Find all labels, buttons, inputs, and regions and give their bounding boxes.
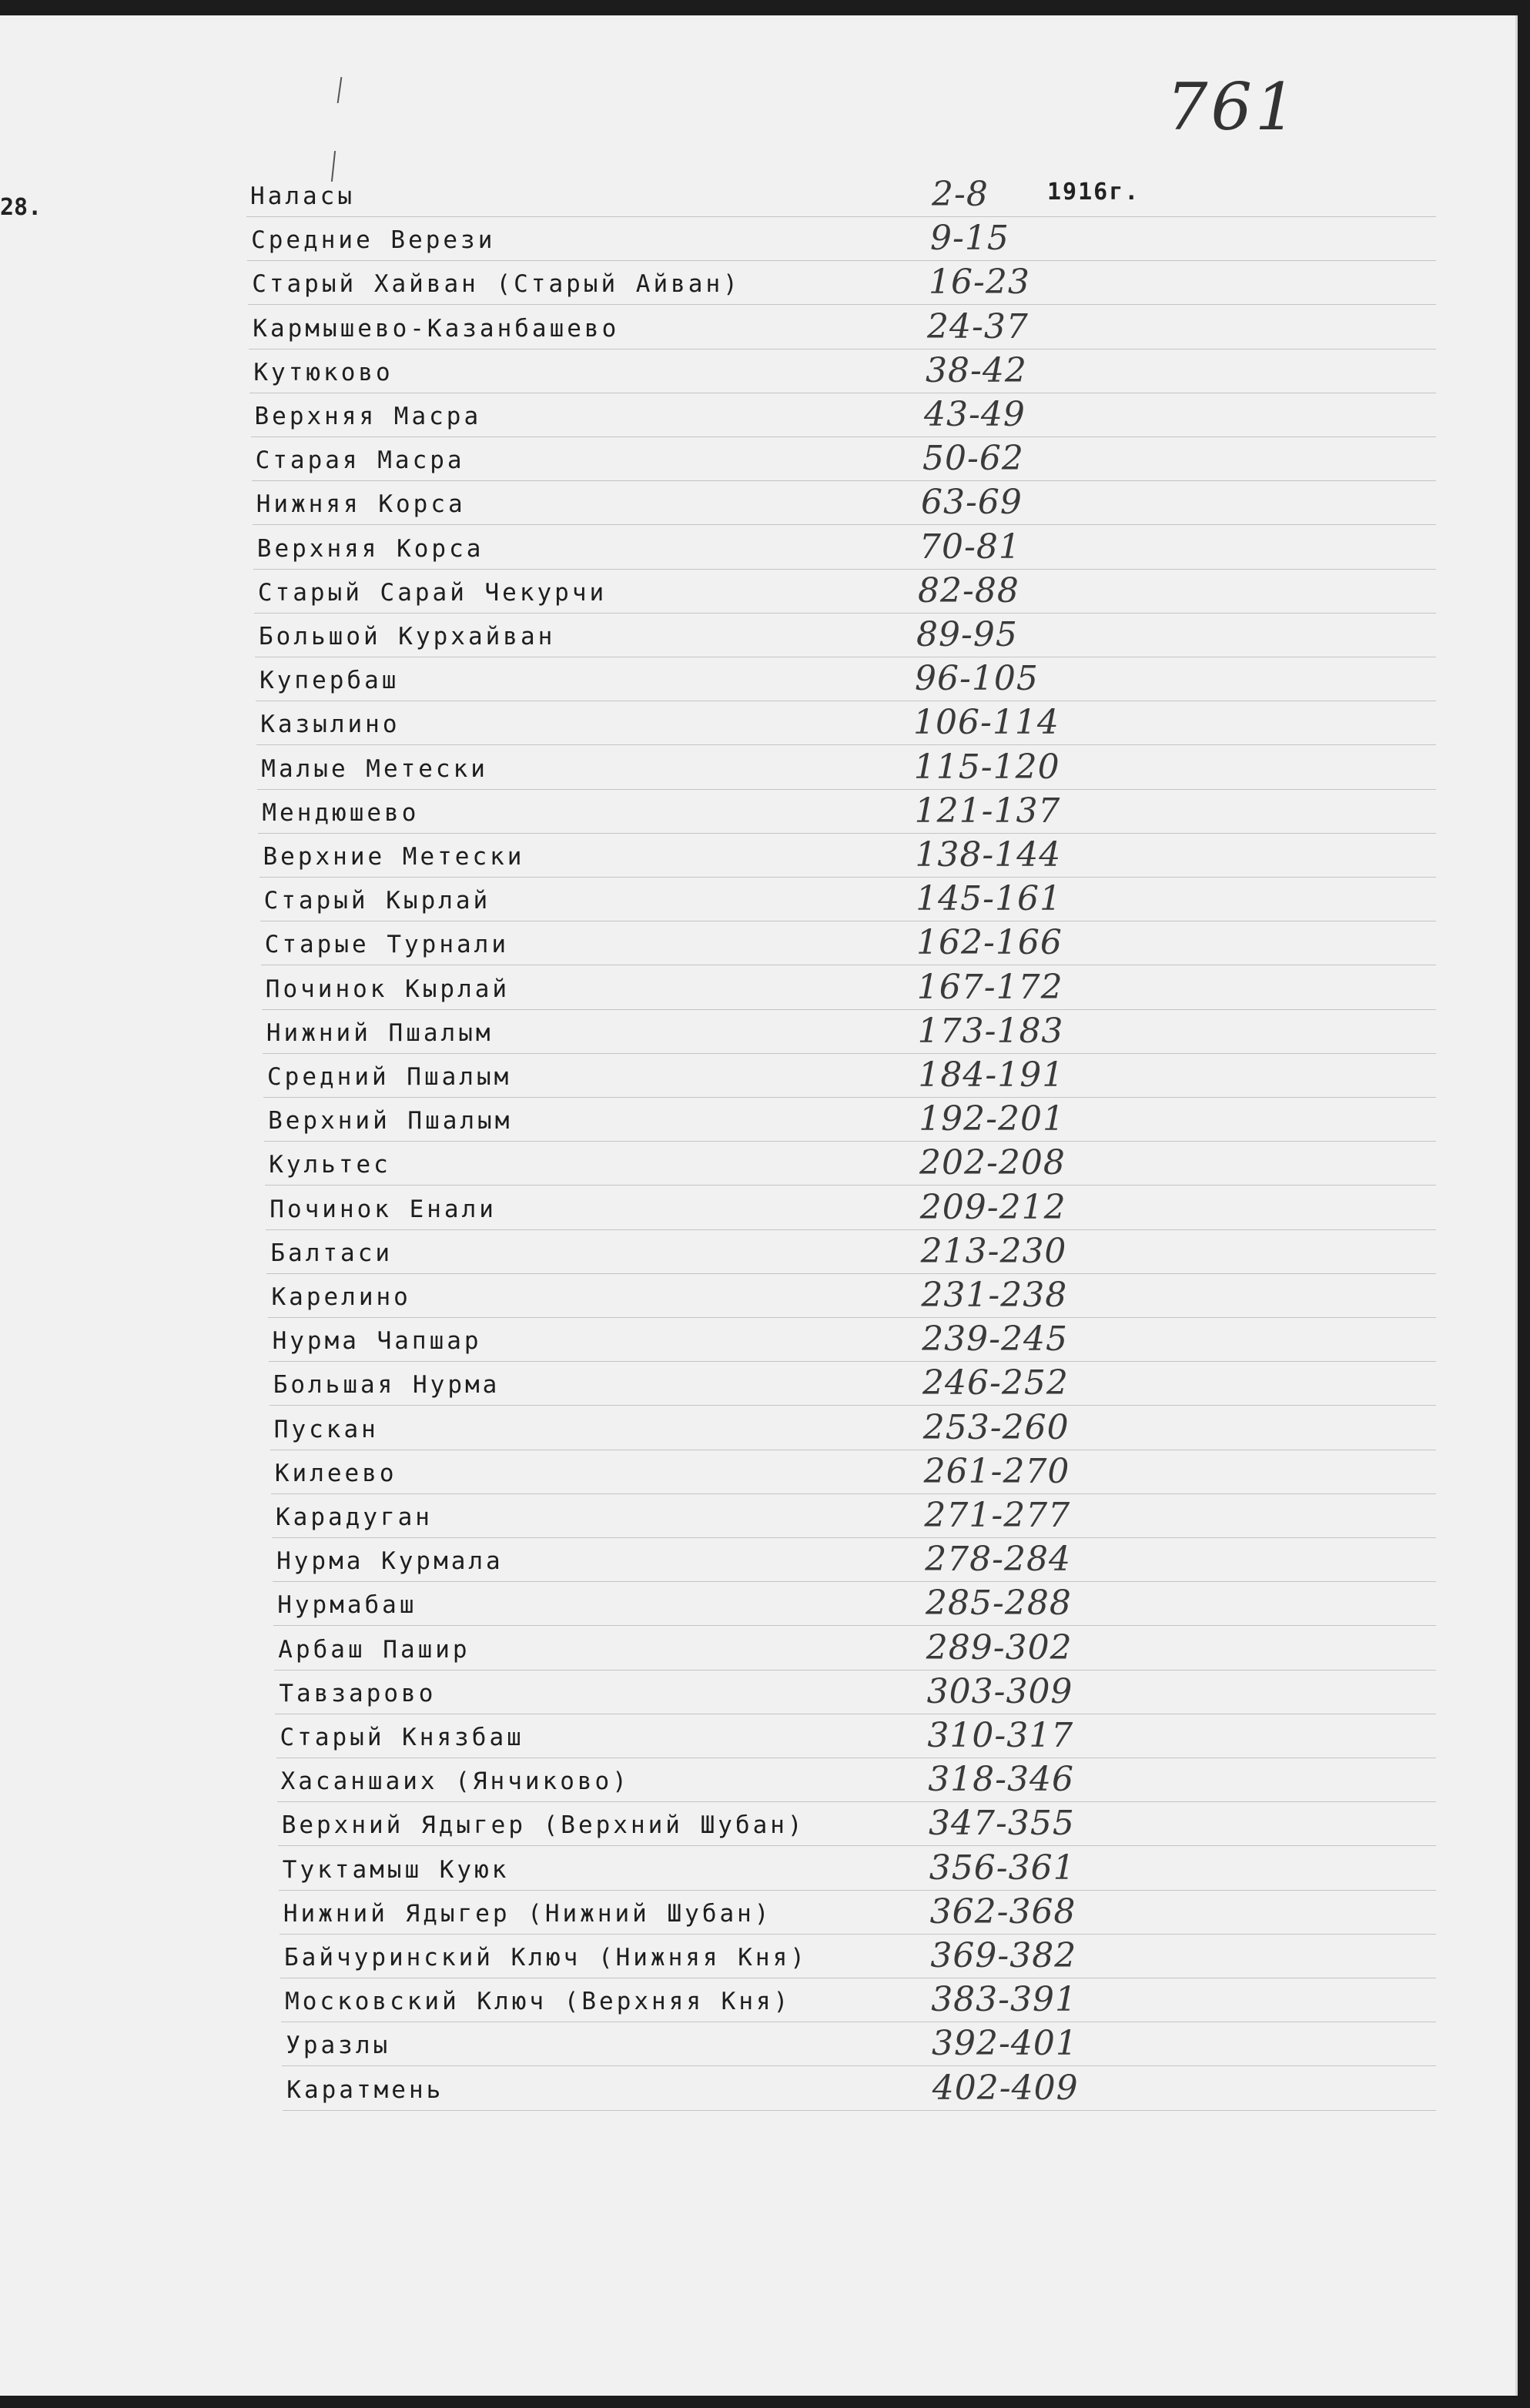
locality-name: Тавзарово bbox=[279, 1679, 437, 1707]
page-range: 246-252 bbox=[922, 1363, 1069, 1403]
page-range: 82-88 bbox=[918, 570, 1019, 610]
locality-name: Нижний Пшалым bbox=[266, 1018, 494, 1047]
page-range: 16-23 bbox=[929, 263, 1030, 303]
entry-row bbox=[0, 1450, 1515, 1494]
entry-row bbox=[0, 1891, 1515, 1935]
locality-name: Верхний Пшалым bbox=[268, 1107, 513, 1135]
locality-name: Верхняя Масра bbox=[254, 403, 482, 430]
page-range: 173-183 bbox=[917, 1011, 1064, 1051]
locality-name: Карелино bbox=[271, 1283, 411, 1311]
page-range: 318-346 bbox=[928, 1760, 1075, 1800]
entry-row bbox=[0, 217, 1515, 261]
locality-name: Арбаш Пашир bbox=[278, 1635, 470, 1664]
entry-row bbox=[0, 481, 1515, 525]
entry-row bbox=[0, 1098, 1515, 1142]
locality-name: Нижняя Корса bbox=[256, 490, 466, 519]
entry-row bbox=[0, 1142, 1515, 1186]
page-range: 213-230 bbox=[920, 1231, 1067, 1271]
page-range: 167-172 bbox=[916, 967, 1063, 1007]
locality-name: Казылино bbox=[260, 711, 400, 739]
page-range: 392-401 bbox=[932, 2024, 1078, 2064]
page-range: 50-62 bbox=[922, 439, 1024, 479]
page-range: 362-368 bbox=[929, 1891, 1076, 1931]
pencil-mark bbox=[337, 77, 343, 103]
locality-name: Верхний Ядыгер (Верхний Шубан) bbox=[281, 1811, 805, 1840]
locality-name: Большой Курхайван bbox=[259, 623, 556, 650]
locality-name: Каратмень bbox=[286, 2075, 444, 2104]
locality-name: Уразлы bbox=[286, 2032, 391, 2060]
entry-row bbox=[0, 746, 1515, 790]
page-range: 63-69 bbox=[921, 483, 1023, 523]
page-range: 9-15 bbox=[930, 219, 1009, 259]
section-number: 28. bbox=[0, 194, 42, 221]
page-range: 96-105 bbox=[915, 659, 1039, 699]
entry-row bbox=[0, 1230, 1515, 1274]
locality-name: Карадуган bbox=[276, 1503, 433, 1531]
page-range: 38-42 bbox=[926, 350, 1027, 390]
entry-row bbox=[0, 1494, 1515, 1538]
document-page bbox=[0, 15, 1518, 2396]
entry-row bbox=[0, 261, 1515, 305]
page-range: 261-270 bbox=[923, 1451, 1070, 1491]
locality-name: Мендюшево bbox=[262, 798, 420, 827]
page-range: 231-238 bbox=[921, 1276, 1068, 1315]
locality-name: Байчуринский Ключ (Нижняя Кня) bbox=[284, 1944, 808, 1972]
page-range: 285-288 bbox=[926, 1584, 1072, 1624]
page-range: 115-120 bbox=[913, 747, 1060, 787]
page-range: 106-114 bbox=[913, 703, 1060, 743]
locality-name: Починок Енали bbox=[270, 1195, 497, 1223]
page-range: 278-284 bbox=[925, 1540, 1072, 1580]
page-range: 310-317 bbox=[927, 1716, 1074, 1755]
entry-row bbox=[0, 1362, 1515, 1406]
entry-row bbox=[0, 1406, 1515, 1450]
page-range: 202-208 bbox=[919, 1143, 1066, 1183]
entry-row bbox=[0, 1978, 1515, 2022]
locality-name: Московский Ключ (Верхняя Кня) bbox=[285, 1988, 792, 2016]
entry-row bbox=[0, 1582, 1515, 1626]
page-range: 303-309 bbox=[926, 1671, 1073, 1711]
entry-row bbox=[0, 1010, 1515, 1054]
locality-name: Верхние Метески bbox=[263, 843, 525, 871]
locality-name: Малые Метески bbox=[261, 754, 488, 783]
page-range: 43-49 bbox=[924, 395, 1026, 434]
page-range: 138-144 bbox=[915, 835, 1062, 875]
locality-name: Туктамыш Куюк bbox=[282, 1855, 510, 1884]
entry-row bbox=[0, 526, 1515, 570]
page-range: 271-277 bbox=[924, 1496, 1071, 1535]
entry-row bbox=[0, 1627, 1515, 1671]
locality-name: Нурмабаш bbox=[277, 1591, 417, 1620]
entry-row bbox=[0, 1935, 1515, 1978]
locality-name: Наласы bbox=[250, 182, 355, 210]
year-label: 1916г. bbox=[1047, 179, 1140, 206]
locality-name: Верхняя Корса bbox=[256, 534, 484, 563]
entry-row bbox=[0, 1802, 1515, 1846]
entry-row bbox=[0, 1274, 1515, 1318]
locality-name: Средний Пшалым bbox=[267, 1063, 512, 1091]
page-range: 347-355 bbox=[929, 1804, 1075, 1844]
page-range: 192-201 bbox=[919, 1099, 1066, 1139]
locality-name: Нурма Чапшар bbox=[272, 1327, 482, 1356]
entry-row bbox=[0, 173, 1515, 217]
page-range: 89-95 bbox=[916, 615, 1018, 654]
locality-name: Кармышево-Казанбашево bbox=[253, 314, 620, 343]
page-range: 24-37 bbox=[927, 306, 1029, 346]
locality-name: Старый Сарай Чекурчи bbox=[257, 578, 608, 607]
locality-name: Купербаш bbox=[259, 667, 400, 695]
page-range: 162-166 bbox=[916, 923, 1063, 963]
page-range: 209-212 bbox=[919, 1187, 1066, 1227]
locality-name: Старый Хайван (Старый Айван) bbox=[252, 270, 741, 299]
handwritten-page-number: 761 bbox=[1167, 69, 1300, 145]
entry-row bbox=[0, 2022, 1515, 2066]
locality-name: Хасаншаих (Янчиково) bbox=[280, 1768, 630, 1796]
entry-row bbox=[0, 1847, 1515, 1891]
locality-name: Пускан bbox=[273, 1415, 379, 1443]
entry-row bbox=[0, 1538, 1515, 1582]
entry-row bbox=[0, 921, 1515, 965]
page-range: 289-302 bbox=[926, 1627, 1073, 1667]
locality-name: Старый Кырлай bbox=[263, 887, 491, 915]
entry-row bbox=[0, 614, 1515, 657]
page-range: 121-137 bbox=[914, 791, 1061, 831]
page-range: 383-391 bbox=[931, 1980, 1078, 2020]
entry-row bbox=[0, 790, 1515, 834]
entry-row bbox=[0, 701, 1515, 745]
locality-name: Нижний Ядыгер (Нижний Шубан) bbox=[283, 1899, 772, 1928]
entry-row bbox=[0, 1054, 1515, 1098]
page-range: 145-161 bbox=[916, 879, 1063, 919]
page-range: 70-81 bbox=[919, 527, 1021, 567]
page-range: 253-260 bbox=[922, 1407, 1070, 1447]
entry-row bbox=[0, 1186, 1515, 1230]
locality-name: Починок Кырлай bbox=[265, 975, 511, 1003]
page-range: 184-191 bbox=[918, 1055, 1065, 1095]
entry-row bbox=[0, 657, 1515, 701]
page-range: 239-245 bbox=[922, 1319, 1069, 1360]
page-range: 2-8 bbox=[932, 175, 989, 214]
entry-row bbox=[0, 1758, 1515, 1802]
page-range: 369-382 bbox=[930, 1936, 1077, 1975]
locality-name: Большая Нурма bbox=[273, 1371, 501, 1400]
entry-row bbox=[0, 349, 1515, 393]
page-range: 356-361 bbox=[929, 1848, 1076, 1888]
locality-name: Кутюково bbox=[253, 358, 393, 386]
locality-name: Старая Масра bbox=[255, 446, 465, 475]
locality-name: Средние Верези bbox=[251, 226, 496, 255]
locality-name: Балтаси bbox=[270, 1239, 393, 1267]
entry-row bbox=[0, 966, 1515, 1010]
page-range: 402-409 bbox=[932, 2068, 1079, 2108]
entry-row bbox=[0, 878, 1515, 921]
entry-row bbox=[0, 1671, 1515, 1714]
entry-row bbox=[0, 393, 1515, 437]
locality-name: Нурма Курмала bbox=[276, 1547, 504, 1576]
entry-row bbox=[0, 1318, 1515, 1362]
entry-row bbox=[0, 570, 1515, 614]
locality-name: Старый Князбаш bbox=[280, 1724, 524, 1751]
entry-row bbox=[0, 437, 1515, 481]
entry-row bbox=[0, 306, 1515, 349]
entry-row bbox=[0, 2067, 1515, 2111]
entry-row bbox=[0, 1714, 1515, 1758]
locality-name: Культес bbox=[269, 1151, 391, 1179]
entry-row bbox=[0, 834, 1515, 878]
row-divider bbox=[283, 2110, 1436, 2111]
locality-name: Килеево bbox=[274, 1459, 397, 1487]
locality-name: Старые Турнали bbox=[264, 931, 509, 959]
